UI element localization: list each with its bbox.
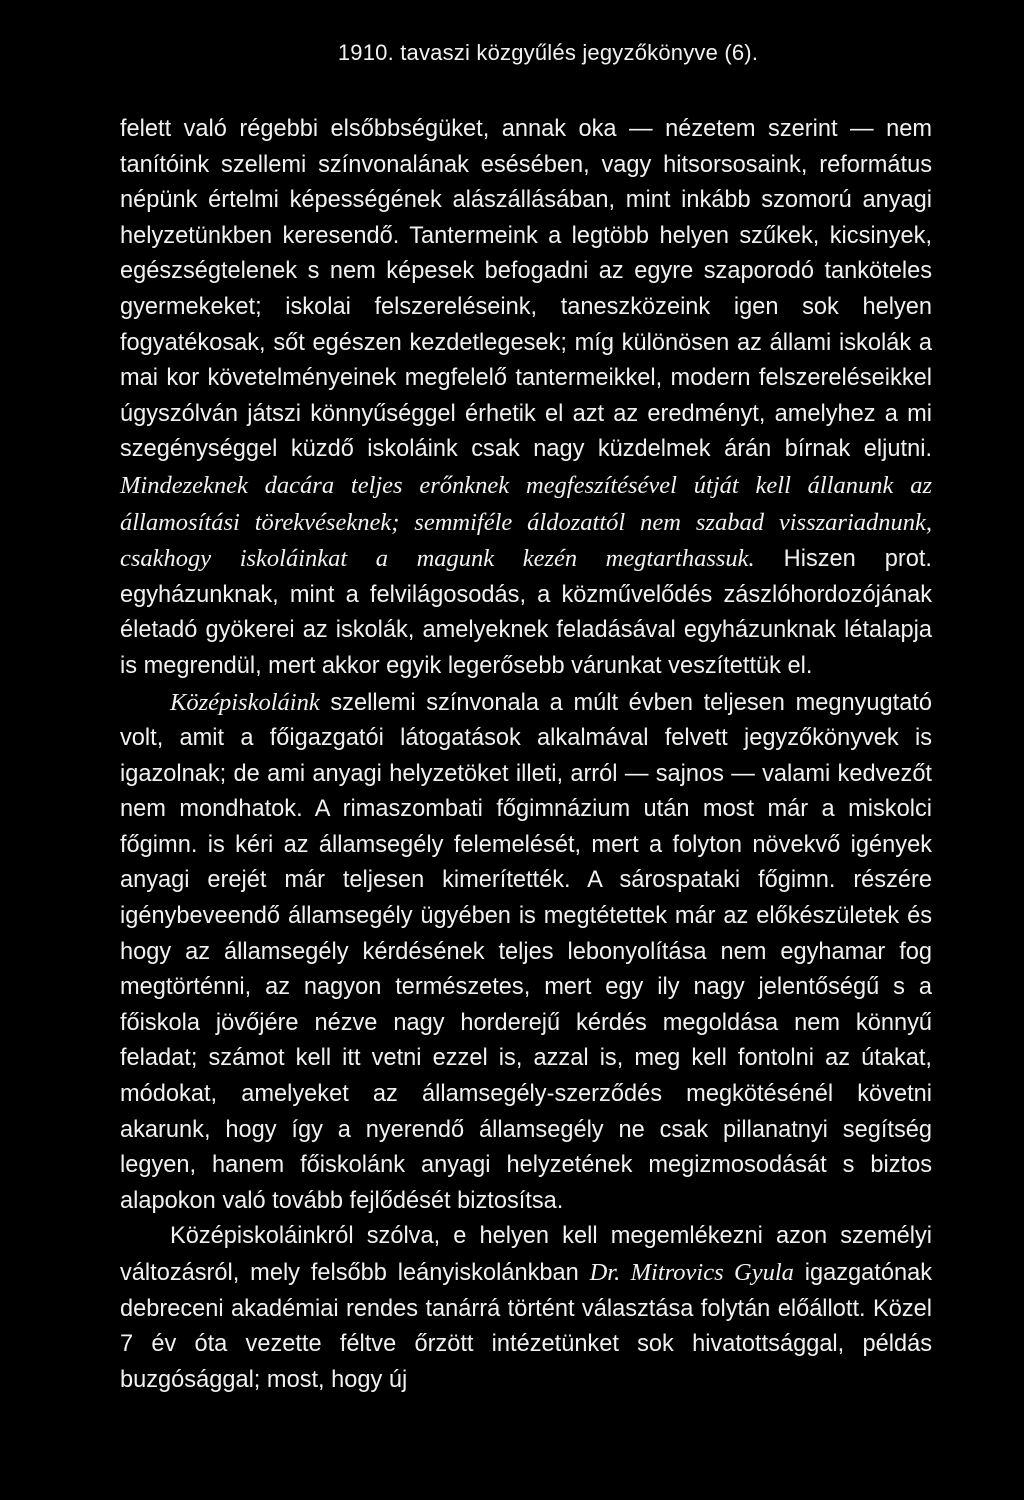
paragraph-2: [120, 685, 932, 1220]
paragraph-2-italic-lead: Középiskoláink: [170, 688, 320, 716]
paragraph-3-italic-name: Dr. Mitrovics Gyula: [589, 1259, 794, 1286]
paragraph-3: [120, 1219, 932, 1398]
paragraph-1-segment-3: Hiszen prot. egyházunknak, mint a felvilágosodás, a közművelődés zászlóhordozójának életadó gyökerei az iskolák, amelyeknek feladásával egyházunknak létalapja is megrendül, mert akkor egyik legerősebb várunkat veszítettük el.: [120, 546, 932, 679]
paragraph-2-segment-2: szellemi színvonala a múlt évben teljesen megnyugtató volt, amit a főigazgatói látogatások alkalmával felvett jegyzőkönyvek is igazolnak; de ami anyagi helyzetöket illeti, arról — sajnos — valami kedvezőt nem mondhatok. A rimaszombati főgimnázium után most már a miskolci főgimn. is kéri az államsegély felemelését, mert a folyton növekvő igények anyagi erejét már teljesen kimerítették. A sárospataki főgimn. részére igénybeveendő államsegély ügyében is megtétettek már az előkészületek és hogy az államsegély kérdésének teljes lebonyolítása nem egyhamar fog megtörténni, az nagyon természetes, mert egy ily nagy jelentőségű s a főiskola jövőjére nézve nagy horderejű kérdés megoldása nem könnyű feladat; számot kell itt vetni ezzel is, azzal is, meg kell fontolni az útakat, módokat, amelyeket az államsegély-szerződés megkötésénél követni akarunk, hogy így a nyerendő államsegély ne csak pillanatnyi segítség legyen, hanem főiskolánk anyagi helyzetének megizmosodását s biztos alapokon való tovább fejlődését biztosítsa.: [120, 689, 932, 1214]
paragraph-3-segment-1: Középiskoláinkról szólva, e helyen kell megemlékezni azon személyi változásról, mely felsőbb leányiskolánkban: [120, 1223, 932, 1286]
running-header: 1910. tavaszi közgyűlés jegyzőkönyve (6).: [337, 40, 759, 65]
paragraph-3-segment-3: igazgatónak debreceni akadémiai rendes tanárrá történt választása folytán előállott. Közel 7 év óta vezette féltve őrzött intézetünket sok hivatottsággal, példás buzgósággal; most, hogy új: [120, 1260, 933, 1393]
paragraph-1-italic-passage: Mindezeknek dacára teljes erőnknek megfeszítésével útját kell állanunk az államosítási törekvéseknek; semmiféle áldozattól nem szabad visszariadnunk, csakhogy iskoláinkat a magunk kezén megtarthassuk.: [120, 471, 932, 573]
body-text: [120, 112, 932, 1398]
paragraph-1-segment-1: felett való régebbi elsőbbségüket, annak oka — nézetem szerint — nem tanítóink szellemi színvonalának esésében, vagy hitsorsosaink, református népünk értelmi képességének alászállásában, mint inkább szomorú anyagi helyzetünkben keresendő. Tantermeink a legtöbb helyen szűkek, kicsinyek, egészségtelenek s nem képesek befogadni az egyre szaporodó tanköteles gyermekeket; iskolai felszereléseink, taneszközeink igen sok helyen fogyatékosak, sőt egészen kezdetlegesek; míg különösen az állami iskolák a mai kor követelményeinek megfelelő tantermeikkel, modern felszereléseikkel úgyszólván játszi könnyűséggel érhetik el azt az eredményt, amelyhez a mi szegénységgel küzdő iskoláink csak nagy küzdelmek árán bírnak eljutni.: [120, 116, 932, 463]
paragraph-1: [120, 112, 932, 685]
